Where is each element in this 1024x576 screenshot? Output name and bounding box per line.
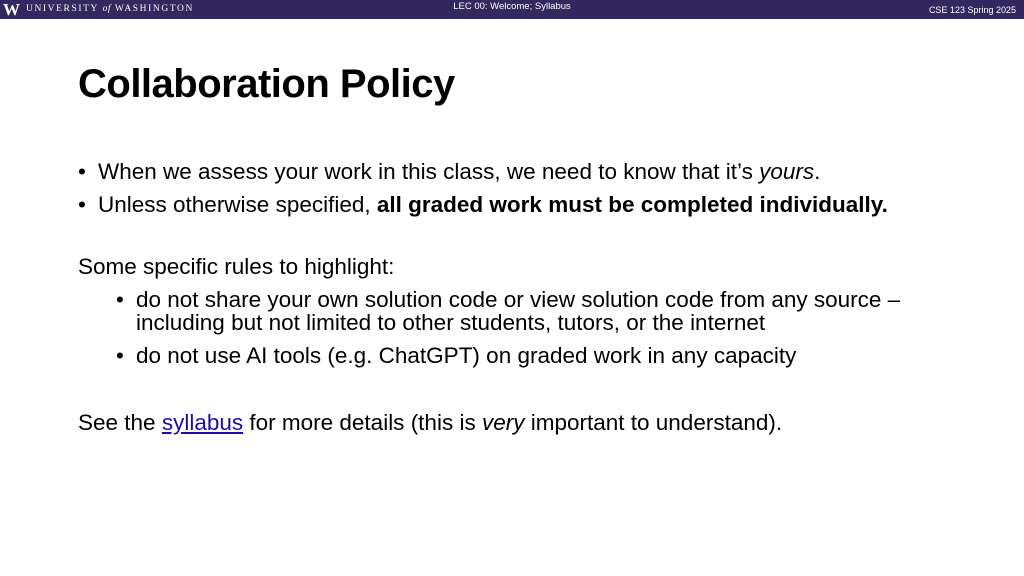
uw-wordmark: UNIVERSITY of WASHINGTON <box>26 4 194 14</box>
syllabus-note: See the syllabus for more details (this is very important to understand). <box>78 410 783 435</box>
syllabus-link[interactable]: syllabus <box>161 410 244 435</box>
rules-heading: Some specific rules to highlight: <box>78 254 395 279</box>
rule-no-ai-tools: • do not use AI tools (e.g. ChatGPT) on graded work in any capacity <box>78 344 958 367</box>
slide-content <box>78 160 958 434</box>
course-label: CSE 123 Spring 2025 <box>928 5 1016 15</box>
slide-title: Collaboration Policy <box>78 62 455 106</box>
bullet-individual-work: • Unless otherwise specified, all graded work must be completed individually. <box>78 193 958 216</box>
top-banner <box>0 0 1024 19</box>
uw-w-mark: W <box>3 0 20 19</box>
bullet-assess-work: • When we assess your work in this class, we need to know that it’s yours. <box>78 160 958 183</box>
lecture-title: LEC 00: Welcome; Syllabus <box>453 1 571 12</box>
rule-no-sharing: • do not share your own solution code or view solution code from any source – including but not limited to other students, tutors, or the internet <box>78 288 958 334</box>
